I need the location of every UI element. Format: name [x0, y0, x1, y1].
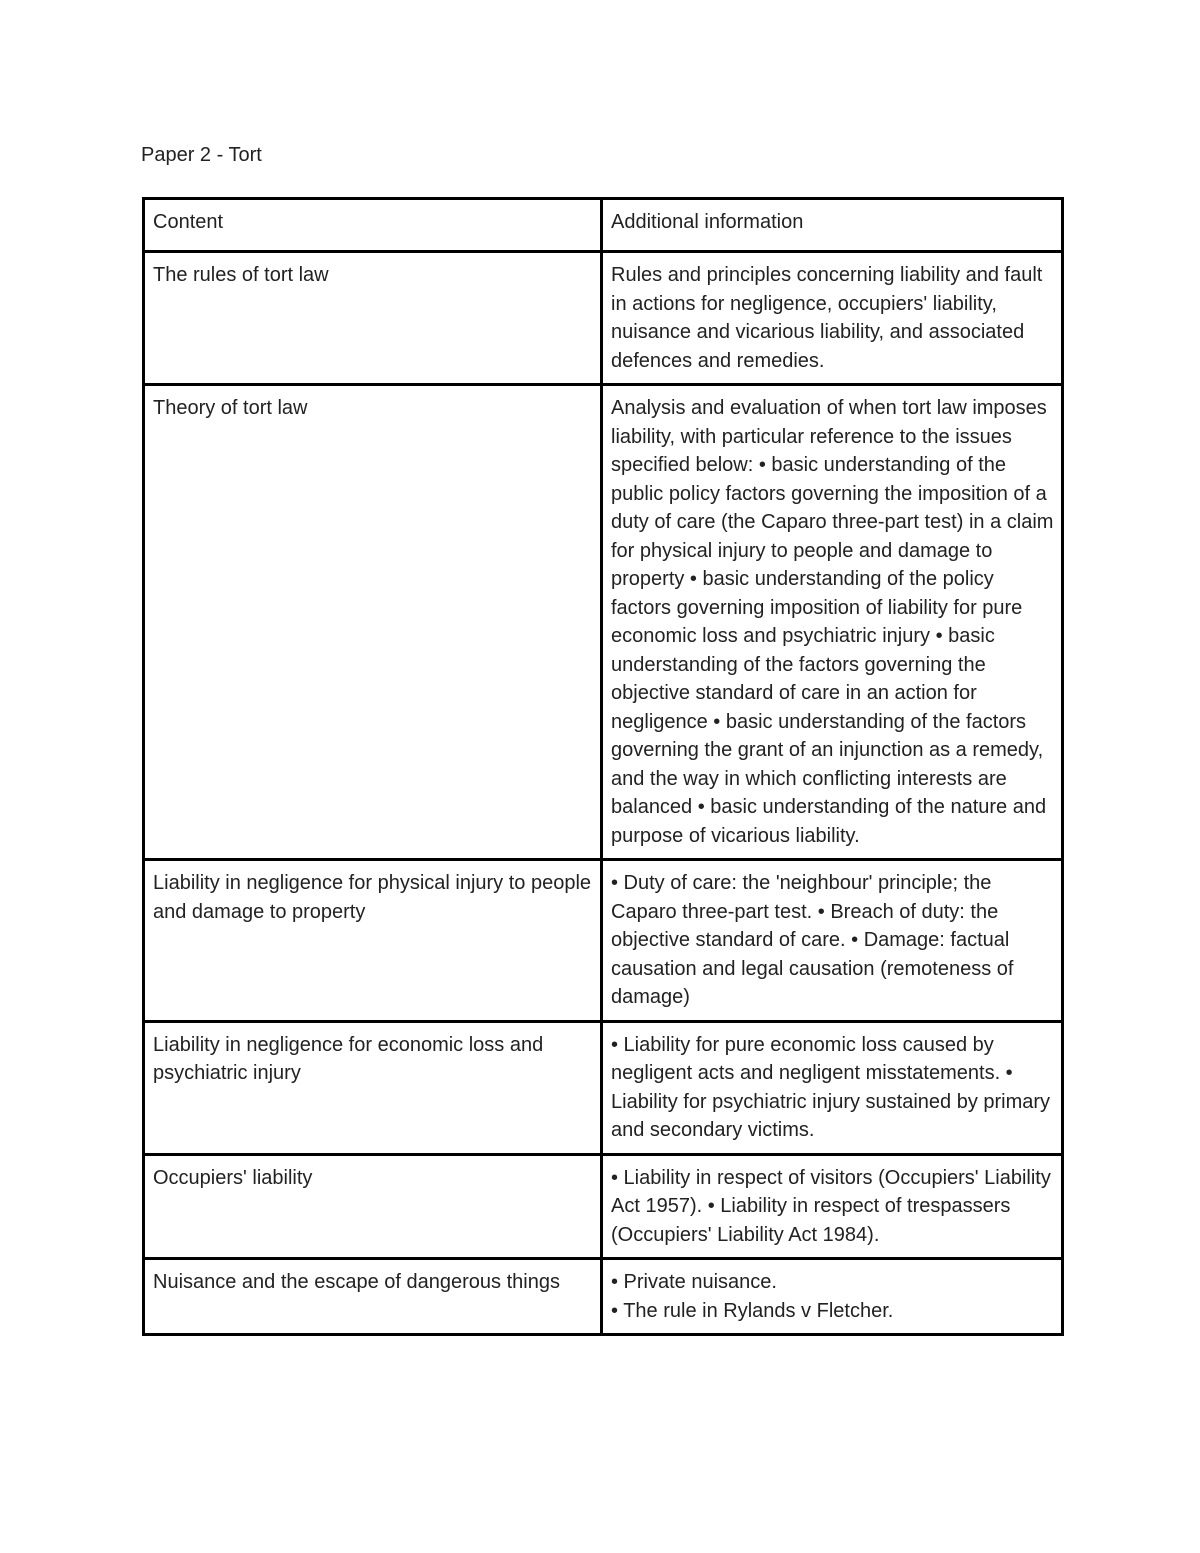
table-row [144, 1154, 1063, 1259]
content-cell: Nuisance and the escape of dangerous things [144, 1259, 602, 1335]
info-cell: Rules and principles concerning liability and fault in actions for negligence, occupiers' liability, nuisance and vicarious liability, and associated defences and remedies. [602, 252, 1063, 385]
info-cell: Analysis and evaluation of when tort law imposes liability, with particular reference to the issues specified below: • basic understanding of the public policy factors governing the imposition of a duty of care (the Caparo three-part test) in a claim for physical injury to people and damage to property • basic understanding of the policy factors governing imposition of liability for pure economic loss and psychiatric injury • basic understanding of the factors governing the objective standard of care in an action for negligence • basic understanding of the factors governing the grant of an injunction as a remedy, and the way in which conflicting interests are balanced • basic understanding of the nature and purpose of vicarious liability. [602, 385, 1063, 860]
table-row [144, 860, 1063, 1022]
table-row [144, 1021, 1063, 1154]
info-cell: • Duty of care: the 'neighbour' principle; the Caparo three-part test. • Breach of duty: the objective standard of care. • Damage: factual causation and legal causation (remoteness of damage) [602, 860, 1063, 1022]
content-cell: Occupiers' liability [144, 1154, 602, 1259]
specification-table [142, 197, 1064, 1336]
page-title: Paper 2 - Tort [141, 144, 262, 166]
content-cell: The rules of tort law [144, 252, 602, 385]
info-cell: • Private nuisance. • The rule in Rylands v Fletcher. [602, 1259, 1063, 1335]
table-row [144, 252, 1063, 385]
table-row [144, 385, 1063, 860]
table-row [144, 1259, 1063, 1335]
header-cell-content: Content [144, 199, 602, 252]
info-cell: • Liability for pure economic loss caused by negligent acts and negligent misstatements. • Liability for psychiatric injury sustained by primary and secondary victims. [602, 1021, 1063, 1154]
content-cell: Liability in negligence for physical injury to people and damage to property [144, 860, 602, 1022]
info-cell: • Liability in respect of visitors (Occupiers' Liability Act 1957). • Liability in respect of trespassers (Occupiers' Liability Act 1984). [602, 1154, 1063, 1259]
header-cell-additional-information: Additional information [602, 199, 1063, 252]
content-cell: Theory of tort law [144, 385, 602, 860]
table-header-row [144, 199, 1063, 252]
content-cell: Liability in negligence for economic loss and psychiatric injury [144, 1021, 602, 1154]
